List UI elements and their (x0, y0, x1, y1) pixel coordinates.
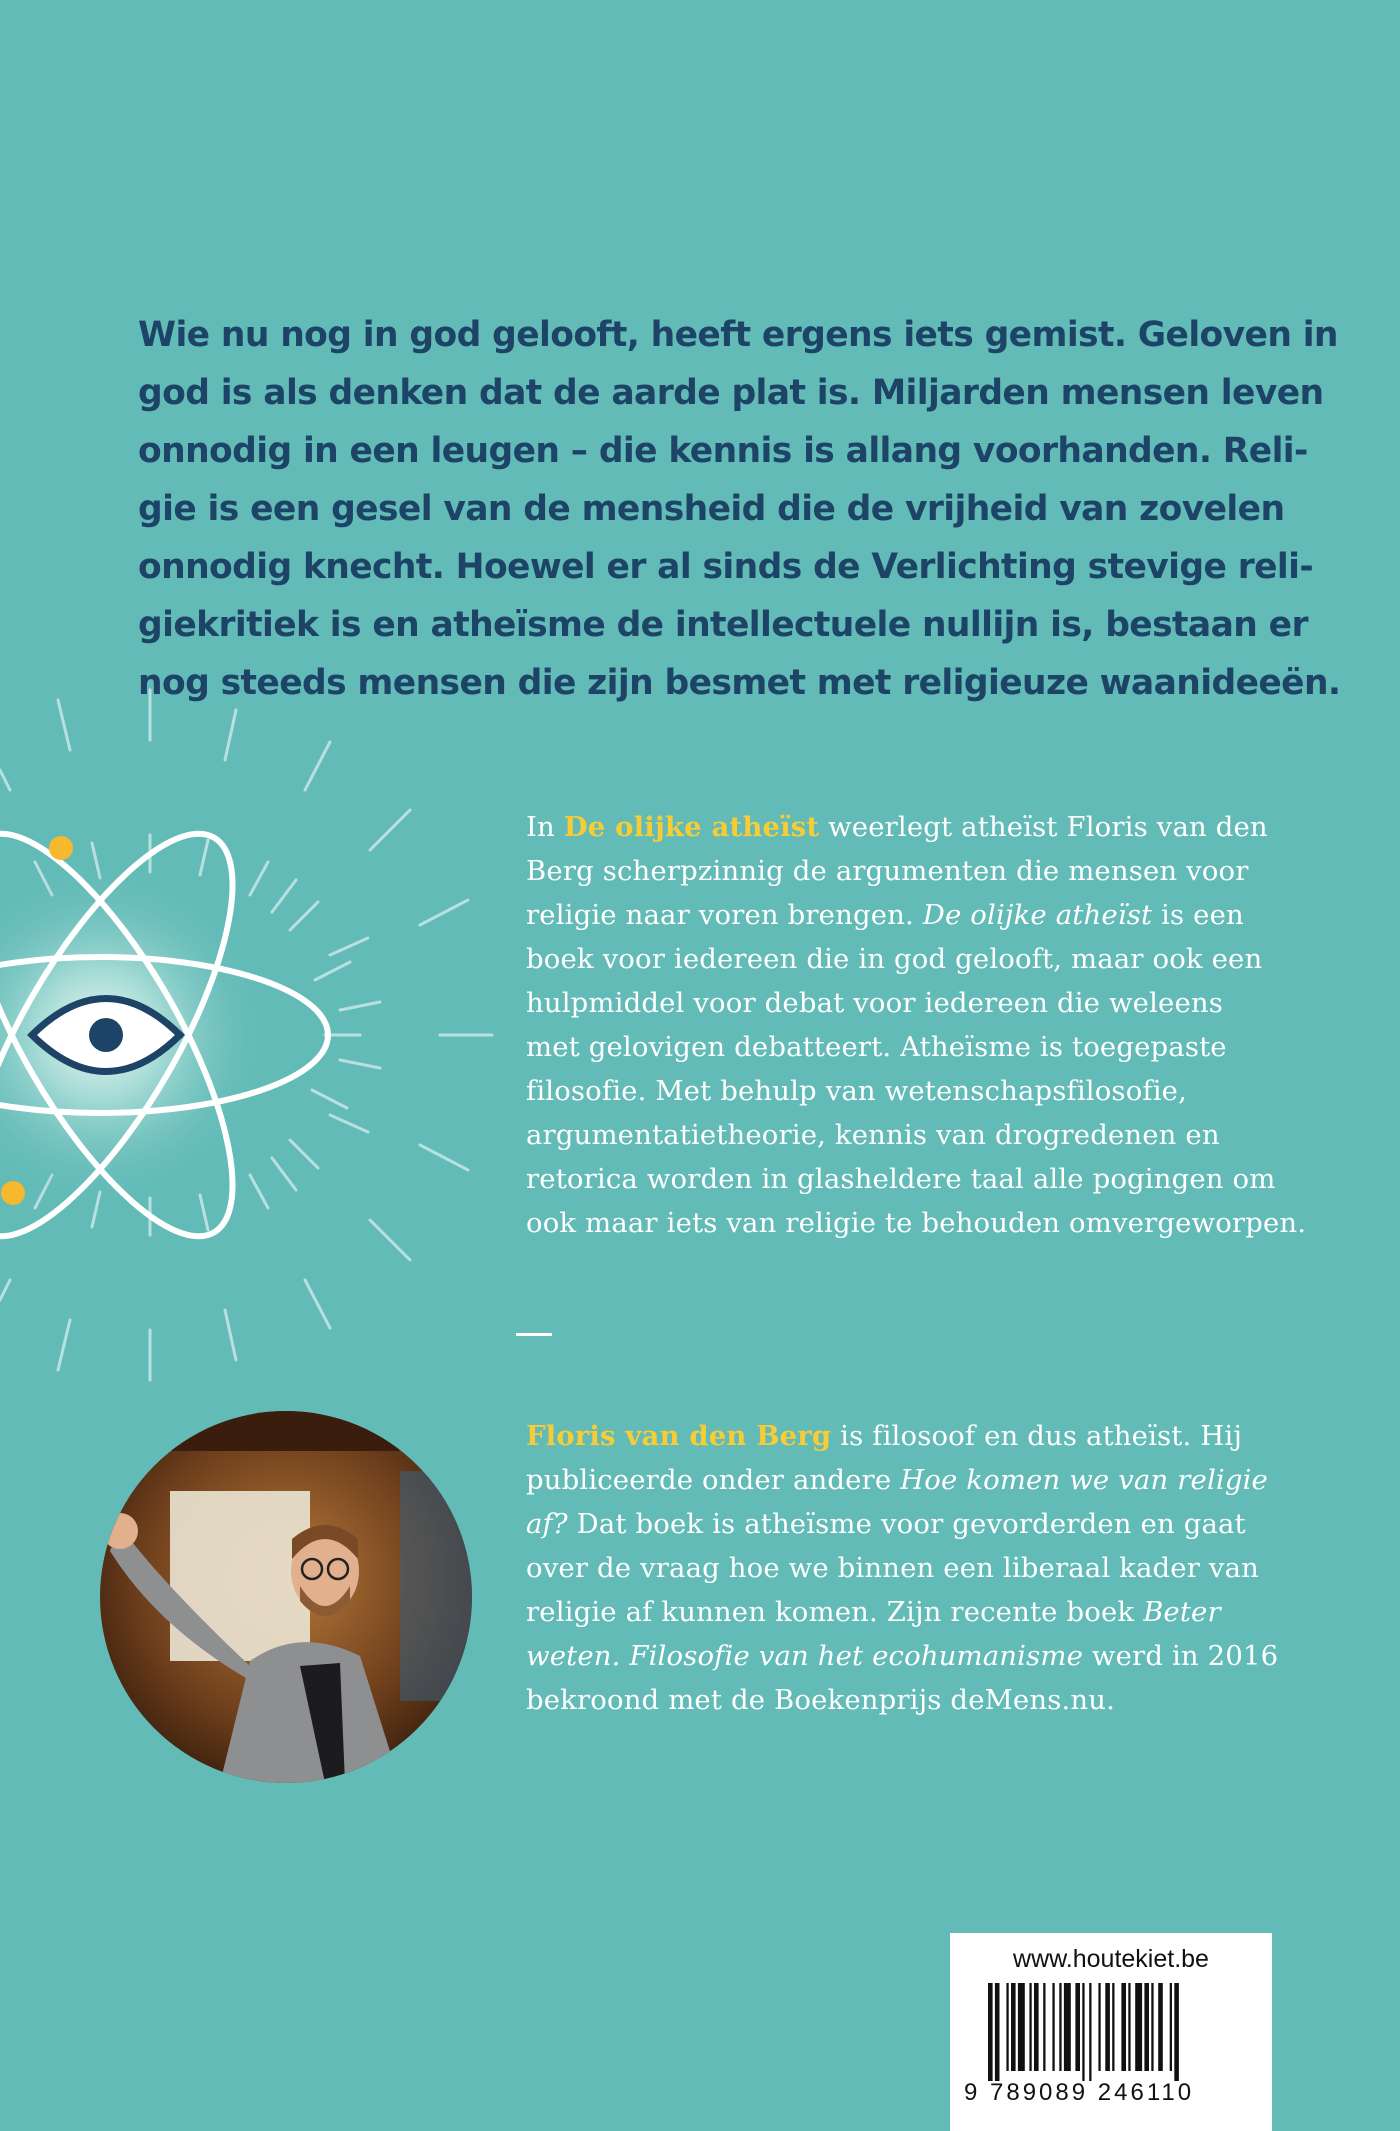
author-name: Floris van den Berg (526, 1420, 832, 1452)
description-text: religie naar voren brengen. (526, 899, 923, 931)
barcode-panel (950, 1933, 1272, 2131)
bio-text: religie af kunnen komen. Zijn recente boek (526, 1596, 1144, 1628)
description-line: Berg scherpzinnig de argumenten die mensen voor (526, 855, 1249, 887)
bio-line (526, 1414, 1286, 1458)
barcode-bar (1151, 1983, 1153, 2071)
description-text: is een (1152, 899, 1244, 931)
barcode-bar (1075, 1983, 1080, 2071)
atom-eye-icon (0, 680, 500, 1400)
bio-line: bekroond met de Boekenprijs deMens.nu. (526, 1684, 1115, 1716)
barcode-bar (1121, 1983, 1126, 2071)
bio-line: over de vraag hoe we binnen een liberaal kader van (526, 1552, 1259, 1584)
description-line: met gelovigen debatteert. Atheïsme is toegepaste (526, 1031, 1227, 1063)
bio-line (526, 1458, 1286, 1502)
author-photo (100, 1411, 472, 1783)
barcode-bar (1128, 1983, 1130, 2071)
description-line: filosofie. Met behulp van wetenschapsfilosofie, (526, 1075, 1187, 1107)
barcode-bar (1174, 1983, 1179, 2081)
barcode-bar (1089, 1983, 1091, 2081)
electron-dot (1, 1181, 25, 1205)
bio-line (526, 1502, 1286, 1546)
barcode-bar (1011, 1983, 1016, 2071)
bio-line (526, 1634, 1286, 1678)
barcode-bar (1082, 1983, 1084, 2081)
description-line (526, 893, 1286, 937)
barcode-bar (1043, 1983, 1045, 2071)
barcode-bar (1098, 1983, 1100, 2071)
barcode-bar (1158, 1983, 1163, 2071)
barcode-bar (1034, 1983, 1039, 2071)
electron-dot (49, 836, 73, 860)
description-line: ook maar iets van religie te behouden omvergeworpen. (526, 1207, 1307, 1239)
isbn-number: 9 789089 246110 (964, 2079, 1195, 2106)
barcode-bar (1144, 1983, 1149, 2071)
barcode-bar (1052, 1983, 1054, 2071)
section-divider (516, 1333, 552, 1336)
bio-text: Dat boek is atheïsme voor gevorderden en gaat (567, 1508, 1246, 1540)
barcode-bar (1029, 1983, 1031, 2071)
bio-text: is filosoof en dus atheïst. Hij (831, 1420, 1243, 1452)
book-title: De olijke atheïst (563, 811, 820, 843)
bio-line (526, 1590, 1286, 1634)
intro-line: onnodig in een leugen – die kennis is allang voorhanden. Reli- (138, 431, 1308, 471)
barcode-bar (1112, 1983, 1114, 2071)
description-text: weerlegt atheïst Floris van den (819, 811, 1268, 843)
bio-text: werd in 2016 (1083, 1640, 1279, 1672)
description-line: retorica worden in glasheldere taal alle pogingen om (526, 1163, 1276, 1195)
intro-line: nog steeds mensen die zijn besmet met religieuze waanideeën. (138, 663, 1341, 703)
intro-paragraph (138, 306, 1341, 712)
barcode-bar (1059, 1983, 1061, 2071)
author-bio (526, 1414, 1286, 1722)
barcode-bar (1064, 1983, 1071, 2071)
intro-line: gie is een gesel van de mensheid die de vrijheid van zovelen (138, 489, 1285, 529)
book-description (526, 805, 1307, 1245)
book-title-italic: Hoe komen we van religie (900, 1464, 1268, 1496)
intro-line: Wie nu nog in god gelooft, heeft ergens iets gemist. Geloven in (138, 315, 1338, 355)
description-line: boek voor iedereen die in god gelooft, maar ook een (526, 943, 1263, 975)
book-title-italic: weten. Filosofie van het ecohumanisme (526, 1640, 1084, 1672)
barcode-icon (988, 1983, 1234, 2081)
intro-line: onnodig knecht. Hoewel er al sinds de Verlichting stevige reli- (138, 547, 1314, 587)
barcode-bar (988, 1983, 993, 2081)
book-title-italic: De olijke atheïst (922, 899, 1153, 931)
barcode-bar (1170, 1983, 1172, 2071)
barcode-bar (995, 1983, 1000, 2081)
barcode-bar (1018, 1983, 1025, 2071)
barcode-bar (1006, 1983, 1008, 2071)
barcode-bar (1105, 1983, 1110, 2071)
description-line (526, 805, 1286, 849)
description-text: In (526, 811, 564, 843)
publisher-website: www.houtekiet.be (1013, 1945, 1209, 1973)
book-title-italic: Beter (1143, 1596, 1221, 1628)
description-line: argumentatietheorie, kennis van drogredenen en (526, 1119, 1220, 1151)
intro-line: god is als denken dat de aarde plat is. Miljarden mensen leven (138, 373, 1324, 413)
description-line: hulpmiddel voor debat voor iedereen die weleens (526, 987, 1223, 1019)
book-title-italic: af? (526, 1508, 568, 1540)
intro-line: giekritiek is en atheïsme de intellectuele nullijn is, bestaan er (138, 605, 1308, 645)
barcode-bar (1135, 1983, 1142, 2071)
bio-text: publiceerde onder andere (526, 1464, 901, 1496)
